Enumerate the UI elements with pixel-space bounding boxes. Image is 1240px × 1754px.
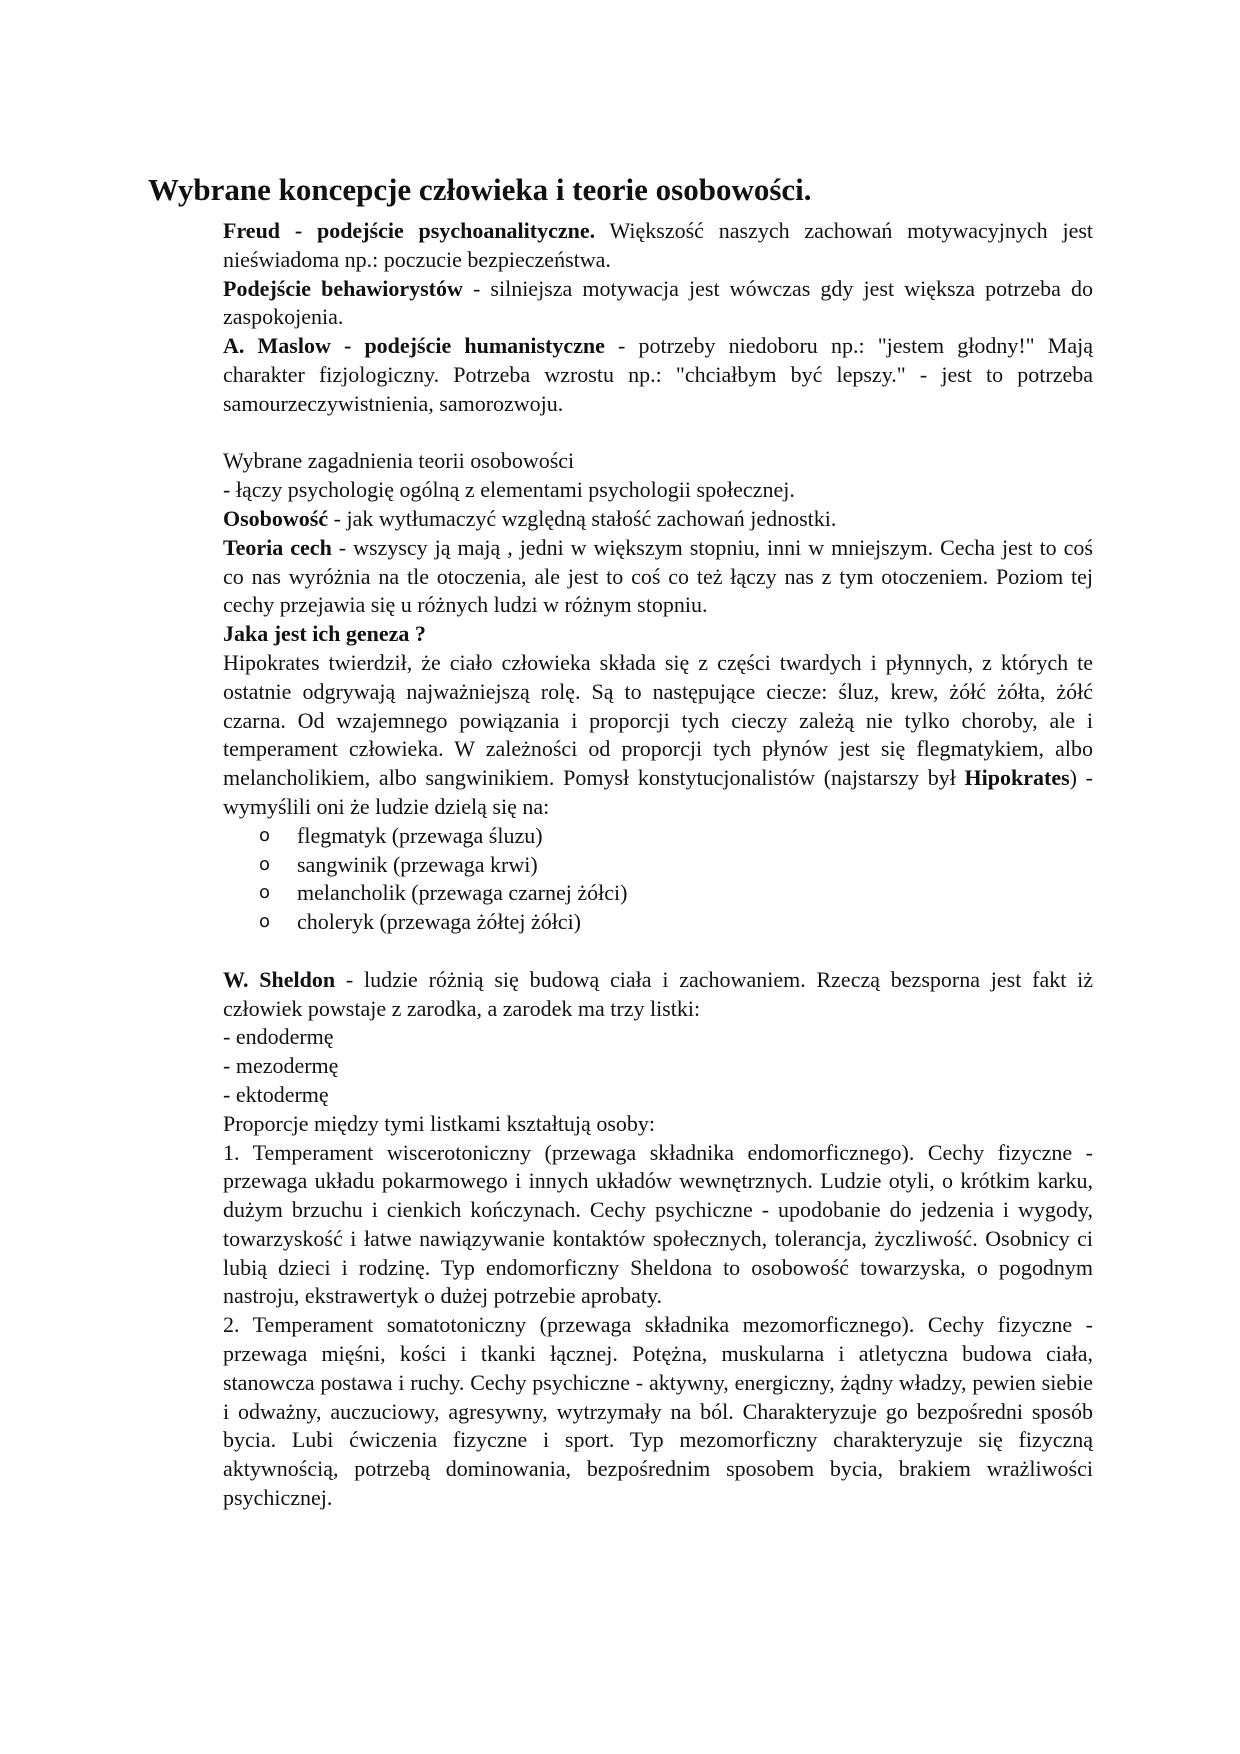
spacer <box>223 419 1093 448</box>
list-item <box>259 822 1093 851</box>
paragraph-proportions: Proporcje między tymi listkami kształtują osoby: <box>223 1110 655 1136</box>
paragraph-personality-intro: - łączy psychologię ogólną z elementami psychologii społecznej. <box>223 477 795 503</box>
list-item-text: sangwinik (przewaga krwi) <box>297 851 538 877</box>
paragraph-maslow <box>223 332 1093 418</box>
circle-bullet-icon: o <box>259 824 271 846</box>
section-heading-personality: Wybrane zagadnienia teorii osobowości <box>223 448 575 474</box>
paragraph-temperament-2: 2. Temperament somatotoniczny (przewaga składnika mezomorficznego). Cechy fizyczne - przewaga mięśni, kości i tkanki łącznej. Potężna, muskularna i atletyczna budowa ciała, stanowcza postawa i ruchy. Cechy psychiczne - aktywny, energiczny, żądny władzy, pewien siebie i odważny, auczuciowy, agresywny, wytrzymały na ból. Charakteryzuje go bezpośredni sposób bycia. Lubi ćwiczenia fizyczne i sport. Typ mezomorficzny charakteryzuje się fizyczną aktywnością, potrzebą dominowania, bezpośrednim sposobem bycia, brakiem wrażliwości psychicznej. <box>223 1312 1093 1511</box>
circle-bullet-icon: o <box>259 882 271 904</box>
term-hippocrates: Hipokrates <box>964 765 1070 791</box>
circle-bullet-icon: o <box>259 911 271 933</box>
text-sheldon: - ludzie różnią się budową ciała i zachowaniem. Rzeczą bezsporna jest fakt iż człowiek powstaje z zarodka, a zarodek ma trzy listki: <box>223 966 1093 1021</box>
term-geneza: Jaka jest ich geneza ? <box>223 621 426 647</box>
text-maslow: - potrzeby niedoboru np.: "jestem głodny!" Mają charakter fizjologiczny. Potrzeba wzrostu np.: "chciałbym być lepszy." - jest to potrzeba samourzeczywistnienia, samorozwoju. <box>223 333 1093 416</box>
list-item-text: melancholik (przewaga czarnej żółci) <box>297 880 628 906</box>
list-item <box>259 879 1093 908</box>
text-behaviorism: - silniejsza motywacja jest wówczas gdy jest większa potrzeba do zaspokojenia. <box>223 275 1093 330</box>
document-body <box>223 217 1093 1513</box>
text-hippocrates-a: Hipokrates twierdził, że ciało człowieka składa się z części twardych i płynnych, z których te ostatnie odgrywają najważniejszą rolę. Są to następujące ciecze: śluz, krew, żółć żółta, żółć czarna. Od wzajemnego powiązania i proporcji tych cieczy zależą nie tylko choroby, ale i temperament człowieka. W zależności od proporcji tych płynów jest się flegmatykiem, albo melancholikiem, albo sangwinikiem. Pomysł konstytucjonalistów (najstarszy był <box>223 649 1093 791</box>
term-maslow: A. Maslow - podejście humanistyczne <box>223 333 605 359</box>
subheading-geneza <box>223 620 1093 649</box>
term-osobowosc: Osobowość <box>223 505 329 531</box>
list-item <box>259 908 1093 937</box>
term-freud: Freud - podejście psychoanalityczne. <box>223 218 596 243</box>
paragraph-behaviorism <box>223 275 1093 333</box>
list-item-text: flegmatyk (przewaga śluzu) <box>297 822 543 848</box>
germ-layer-item: - ektodermę <box>223 1081 329 1107</box>
germ-layer-item: - endodermę <box>223 1024 334 1050</box>
list-item-text: choleryk (przewaga żółtej żółci) <box>297 909 582 935</box>
term-behaviorism: Podejście behawiorystów <box>223 275 463 301</box>
germ-layer-item: - mezodermę <box>223 1053 339 1079</box>
term-trait-theory: Teoria cech <box>223 534 332 560</box>
paragraph-sheldon <box>223 966 1093 1024</box>
paragraph-hippocrates <box>223 649 1093 822</box>
spacer <box>223 937 1093 966</box>
term-sheldon: W. Sheldon <box>223 966 336 992</box>
list-item <box>259 851 1093 880</box>
text-trait-theory: - wszyscy ją mają , jedni w większym stopniu, inni w mniejszym. Cecha jest to coś co nas wyróżnia na tle otoczenia, ale jest to coś co też łączy nas z tym otoczeniem. Poziom tej cechy przejawia się u różnych ludzi w różnym stopniu. <box>223 534 1093 618</box>
paragraph-freud <box>223 217 1093 275</box>
paragraph-osobowosc <box>223 505 1093 534</box>
paragraph-temperament-1: 1. Temperament wiscerotoniczny (przewaga składnika endomorficznego). Cechy fizyczne - przewaga układu pokarmowego i innych układów wewnętrznych. Ludzie otyli, o krótkim karku, dużym brzuchu i cienkich kończynach. Cechy psychiczne - upodobanie do jedzenia i wygody, towarzyskość i łatwe nawiązywanie kontaktów społecznych, tolerancja, życzliwość. Osobnicy ci lubią dzieci i rodzinę. Typ endomorficzny Sheldona to osobowość towarzyska, o pogodnym nastroju, ekstrawertyk o dużej potrzebie aprobaty. <box>223 1139 1093 1309</box>
circle-bullet-icon: o <box>259 853 271 875</box>
document-title: Wybrane koncepcje człowieka i teorie osobowości. <box>148 172 812 207</box>
paragraph-trait-theory <box>223 534 1093 620</box>
text-osobowosc: - jak wytłumaczyć względną stałość zachowań jednostki. <box>328 505 837 531</box>
text-freud: Większość naszych zachowań motywacyjnych jest nieświadoma np.: poczucie bezpieczeństwa. <box>223 218 1094 272</box>
text-hippocrates-b: ) - wymyślili oni że ludzie dzielą się na: <box>223 765 1093 819</box>
temperament-list <box>223 822 1093 937</box>
